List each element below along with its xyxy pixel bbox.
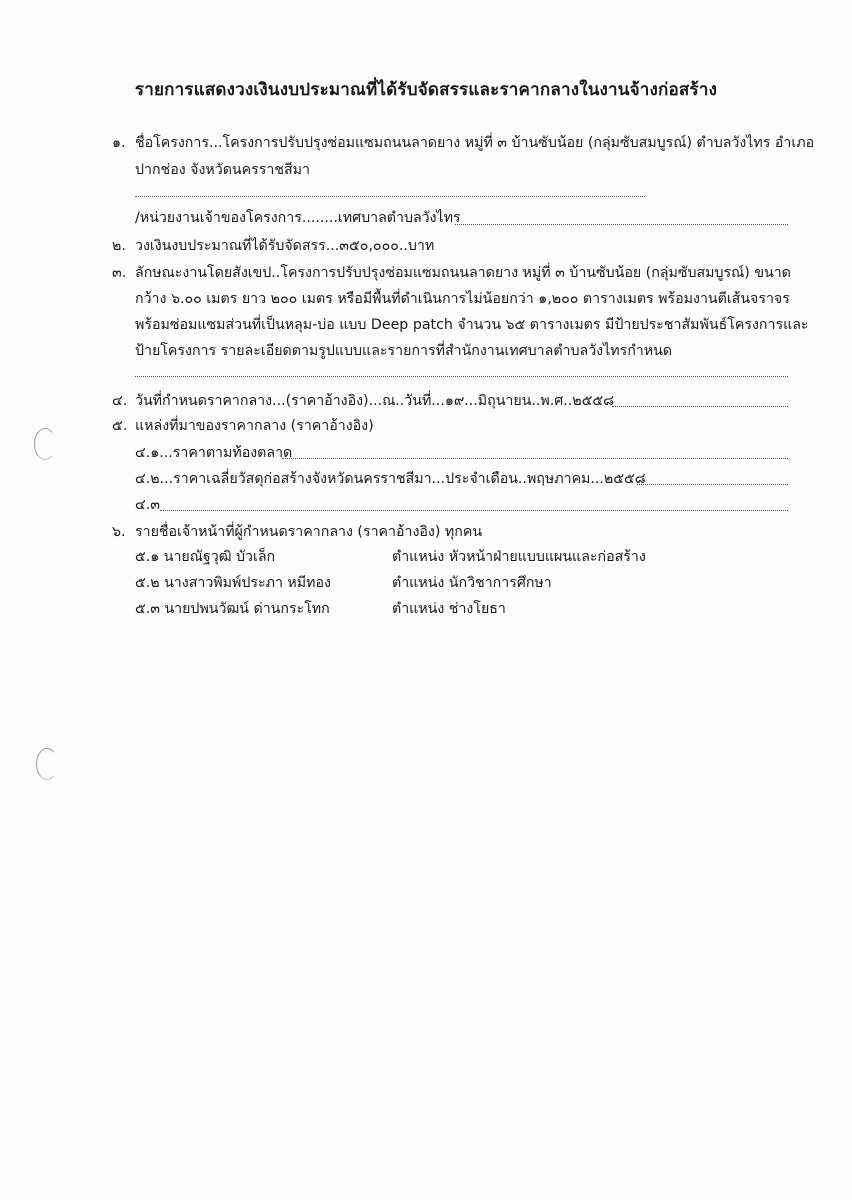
- item-number: ๔.: [112, 393, 128, 409]
- item-number: ๓.: [112, 265, 127, 281]
- punch-hole: [34, 428, 56, 460]
- document-title: รายการแสดงวงเงินงบประมาณที่ได้รับจัดสรรและราคากลางในงานจ้างก่อสร้าง: [134, 80, 718, 100]
- dotted-line: [637, 484, 788, 485]
- work-description-line2: กว้าง ๖.๐๐ เมตร ยาว ๒๐๐ เมตร หรือมีพื้นที่ดำเนินการไม่น้อยกว่า ๑,๒๐๐ ตารางเมตร พร้อมงานตีเส้นจราจร: [135, 291, 790, 307]
- dotted-line: [160, 510, 788, 511]
- dotted-line: [135, 196, 645, 197]
- punch-hole: [36, 748, 58, 780]
- item-number: ๑.: [112, 135, 126, 151]
- official-position: ตำแหน่ง หัวหน้าฝ่ายแบบแผนและก่อสร้าง: [392, 549, 646, 565]
- official-name: ๕.๑ นายณัฐวุฒิ บัวเล็ก: [135, 549, 276, 565]
- reference-price-date: วันที่กำหนดราคากลาง...(ราคาอ้างอิง)...ณ..วันที่...๑๙...มิถุนายน..พ.ศ..๒๕๕๘: [135, 393, 615, 409]
- official-position: ตำแหน่ง นักวิชาการศึกษา: [392, 575, 552, 591]
- project-name-line1: ชื่อโครงการ...โครงการปรับปรุงซ่อมแซมถนนลาดยาง หมู่ที่ ๓ บ้านซับน้อย (กลุ่มซับสมบูรณ์) ตำบลวังไทร อำเภอ: [135, 135, 815, 151]
- work-description-line3: พร้อมซ่อมแซมส่วนที่เป็นหลุม-บ่อ แบบ Deep patch จำนวน ๖๕ ตารางเมตร มีป้ายประชาสัมพันธ์โครงการและ: [135, 317, 809, 333]
- dotted-line: [455, 224, 788, 225]
- item-number: ๖.: [112, 524, 126, 540]
- official-name: ๕.๒ นางสาวพิมพ์ประภา หมีทอง: [135, 575, 331, 591]
- price-source-4-1: ๔.๑...ราคาตามท้องตลาด: [135, 445, 293, 461]
- project-owner: /หน่วยงานเจ้าของโครงการ........เทศบาลตำบลวังไทร: [135, 210, 461, 226]
- project-name-line2: ปากช่อง จังหวัดนครราชสีมา: [135, 162, 310, 178]
- work-description-line4: ป้ายโครงการ รายละเอียดตามรูปแบบและรายการที่สำนักงานเทศบาลตำบลวังไทรกำหนด: [135, 343, 673, 359]
- budget-amount: วงเงินงบประมาณที่ได้รับจัดสรร...๓๕๐,๐๐๐..บาท: [135, 238, 435, 254]
- price-source-4-2: ๔.๒...ราคาเฉลี่ยวัสดุก่อสร้างจังหวัดนครราชสีมา...ประจำเดือน..พฤษภาคม...๒๕๕๘: [135, 471, 646, 487]
- price-source-heading: แหล่งที่มาของราคากลาง (ราคาอ้างอิง): [135, 418, 374, 434]
- price-source-4-3: ๔.๓: [135, 497, 160, 513]
- officials-heading: รายชื่อเจ้าหน้าที่ผู้กำหนดราคากลาง (ราคาอ้างอิง) ทุกคน: [135, 524, 483, 540]
- dotted-line: [135, 376, 788, 377]
- official-position: ตำแหน่ง ช่างโยธา: [392, 601, 506, 617]
- item-number: ๕.: [112, 418, 128, 434]
- dotted-line: [282, 458, 788, 459]
- official-name: ๕.๓ นายปพนวัฒน์ ด่านกระโทก: [135, 601, 330, 617]
- work-description-line1: ลักษณะงานโดยสังเขป..โครงการปรับปรุงซ่อมแซมถนนลาดยาง หมู่ที่ ๓ บ้านซับน้อย (กลุ่มซับสมบูรณ์) ขนาด: [135, 265, 791, 281]
- item-number: ๒.: [112, 238, 126, 254]
- dotted-line: [612, 406, 788, 407]
